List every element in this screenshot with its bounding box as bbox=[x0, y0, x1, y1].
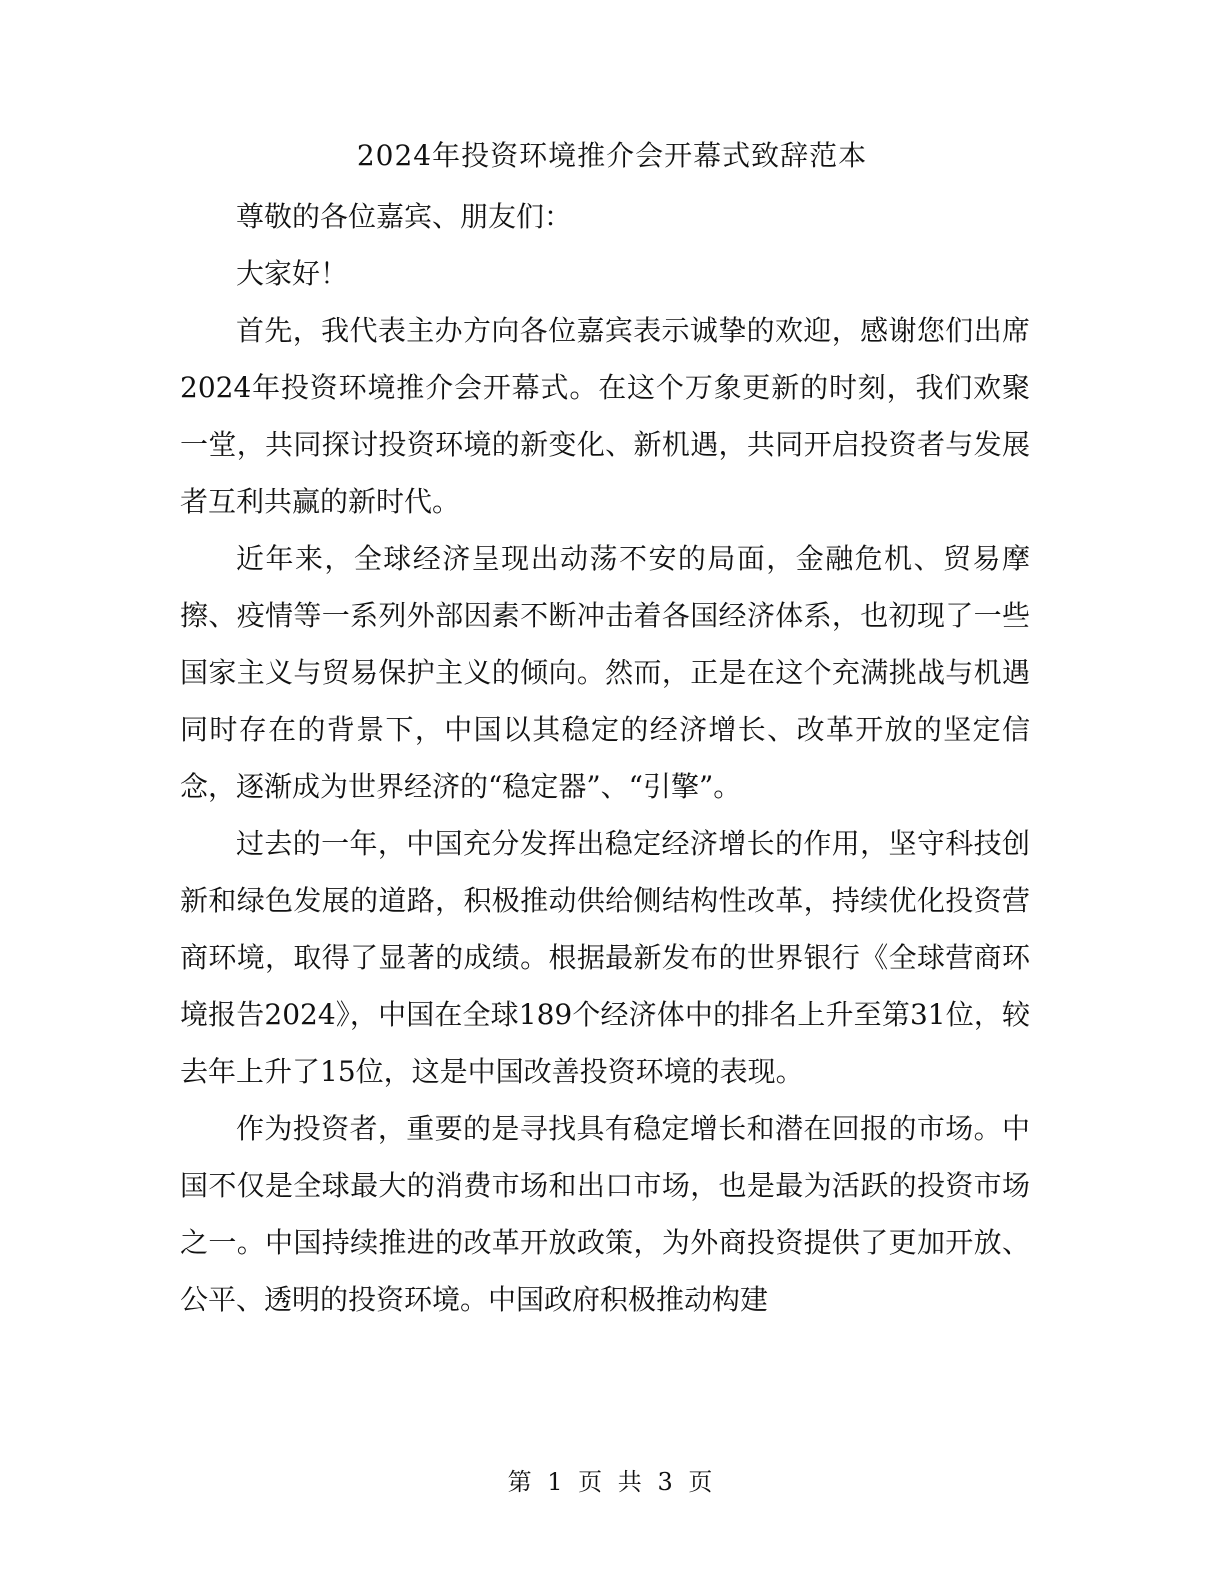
document-title: 2024年投资环境推介会开幕式致辞范本 bbox=[356, 139, 868, 172]
document-body bbox=[180, 188, 1030, 1328]
paragraph-past-year: 过去的一年，中国充分发挥出稳定经济增长的作用，坚守科技创新和绿色发展的道路，积极推动供给侧结构性改革，持续优化投资营商环境，取得了显著的成绩。根据最新发布的世界银行《全球营商环境报告2024》，中国在全球189个经济体中的排名上升至第31位，较去年上升了15位，这是中国改善投资环境的表现。 bbox=[180, 827, 1030, 1088]
paragraph-welcome: 首先，我代表主办方向各位嘉宾表示诚挚的欢迎，感谢您们出席2024年投资环境推介会开幕式。在这个万象更新的时刻，我们欢聚一堂，共同探讨投资环境的新变化、新机遇，共同开启投资者与发展者互利共赢的新时代。 bbox=[180, 314, 1030, 518]
paragraph-investors: 作为投资者，重要的是寻找具有稳定增长和潜在回报的市场。中国不仅是全球最大的消费市场和出口市场，也是最为活跃的投资市场之一。中国持续推进的改革开放政策，为外商投资提供了更加开放、公平、透明的投资环境。中国政府积极推动构建 bbox=[180, 1112, 1030, 1316]
greeting: 大家好！ bbox=[236, 257, 349, 290]
salutation: 尊敬的各位嘉宾、朋友们： bbox=[236, 200, 573, 233]
page-number-footer: 第 1 页 共 3 页 bbox=[507, 1468, 717, 1496]
paragraph-global-economy: 近年来，全球经济呈现出动荡不安的局面，金融危机、贸易摩擦、疫情等一系列外部因素不断冲击着各国经济体系，也初现了一些国家主义与贸易保护主义的倾向。然而，正是在这个充满挑战与机遇同时存在的背景下，中国以其稳定的经济增长、改革开放的坚定信念，逐渐成为世界经济的“稳定器”、“引擎”。 bbox=[180, 542, 1030, 803]
